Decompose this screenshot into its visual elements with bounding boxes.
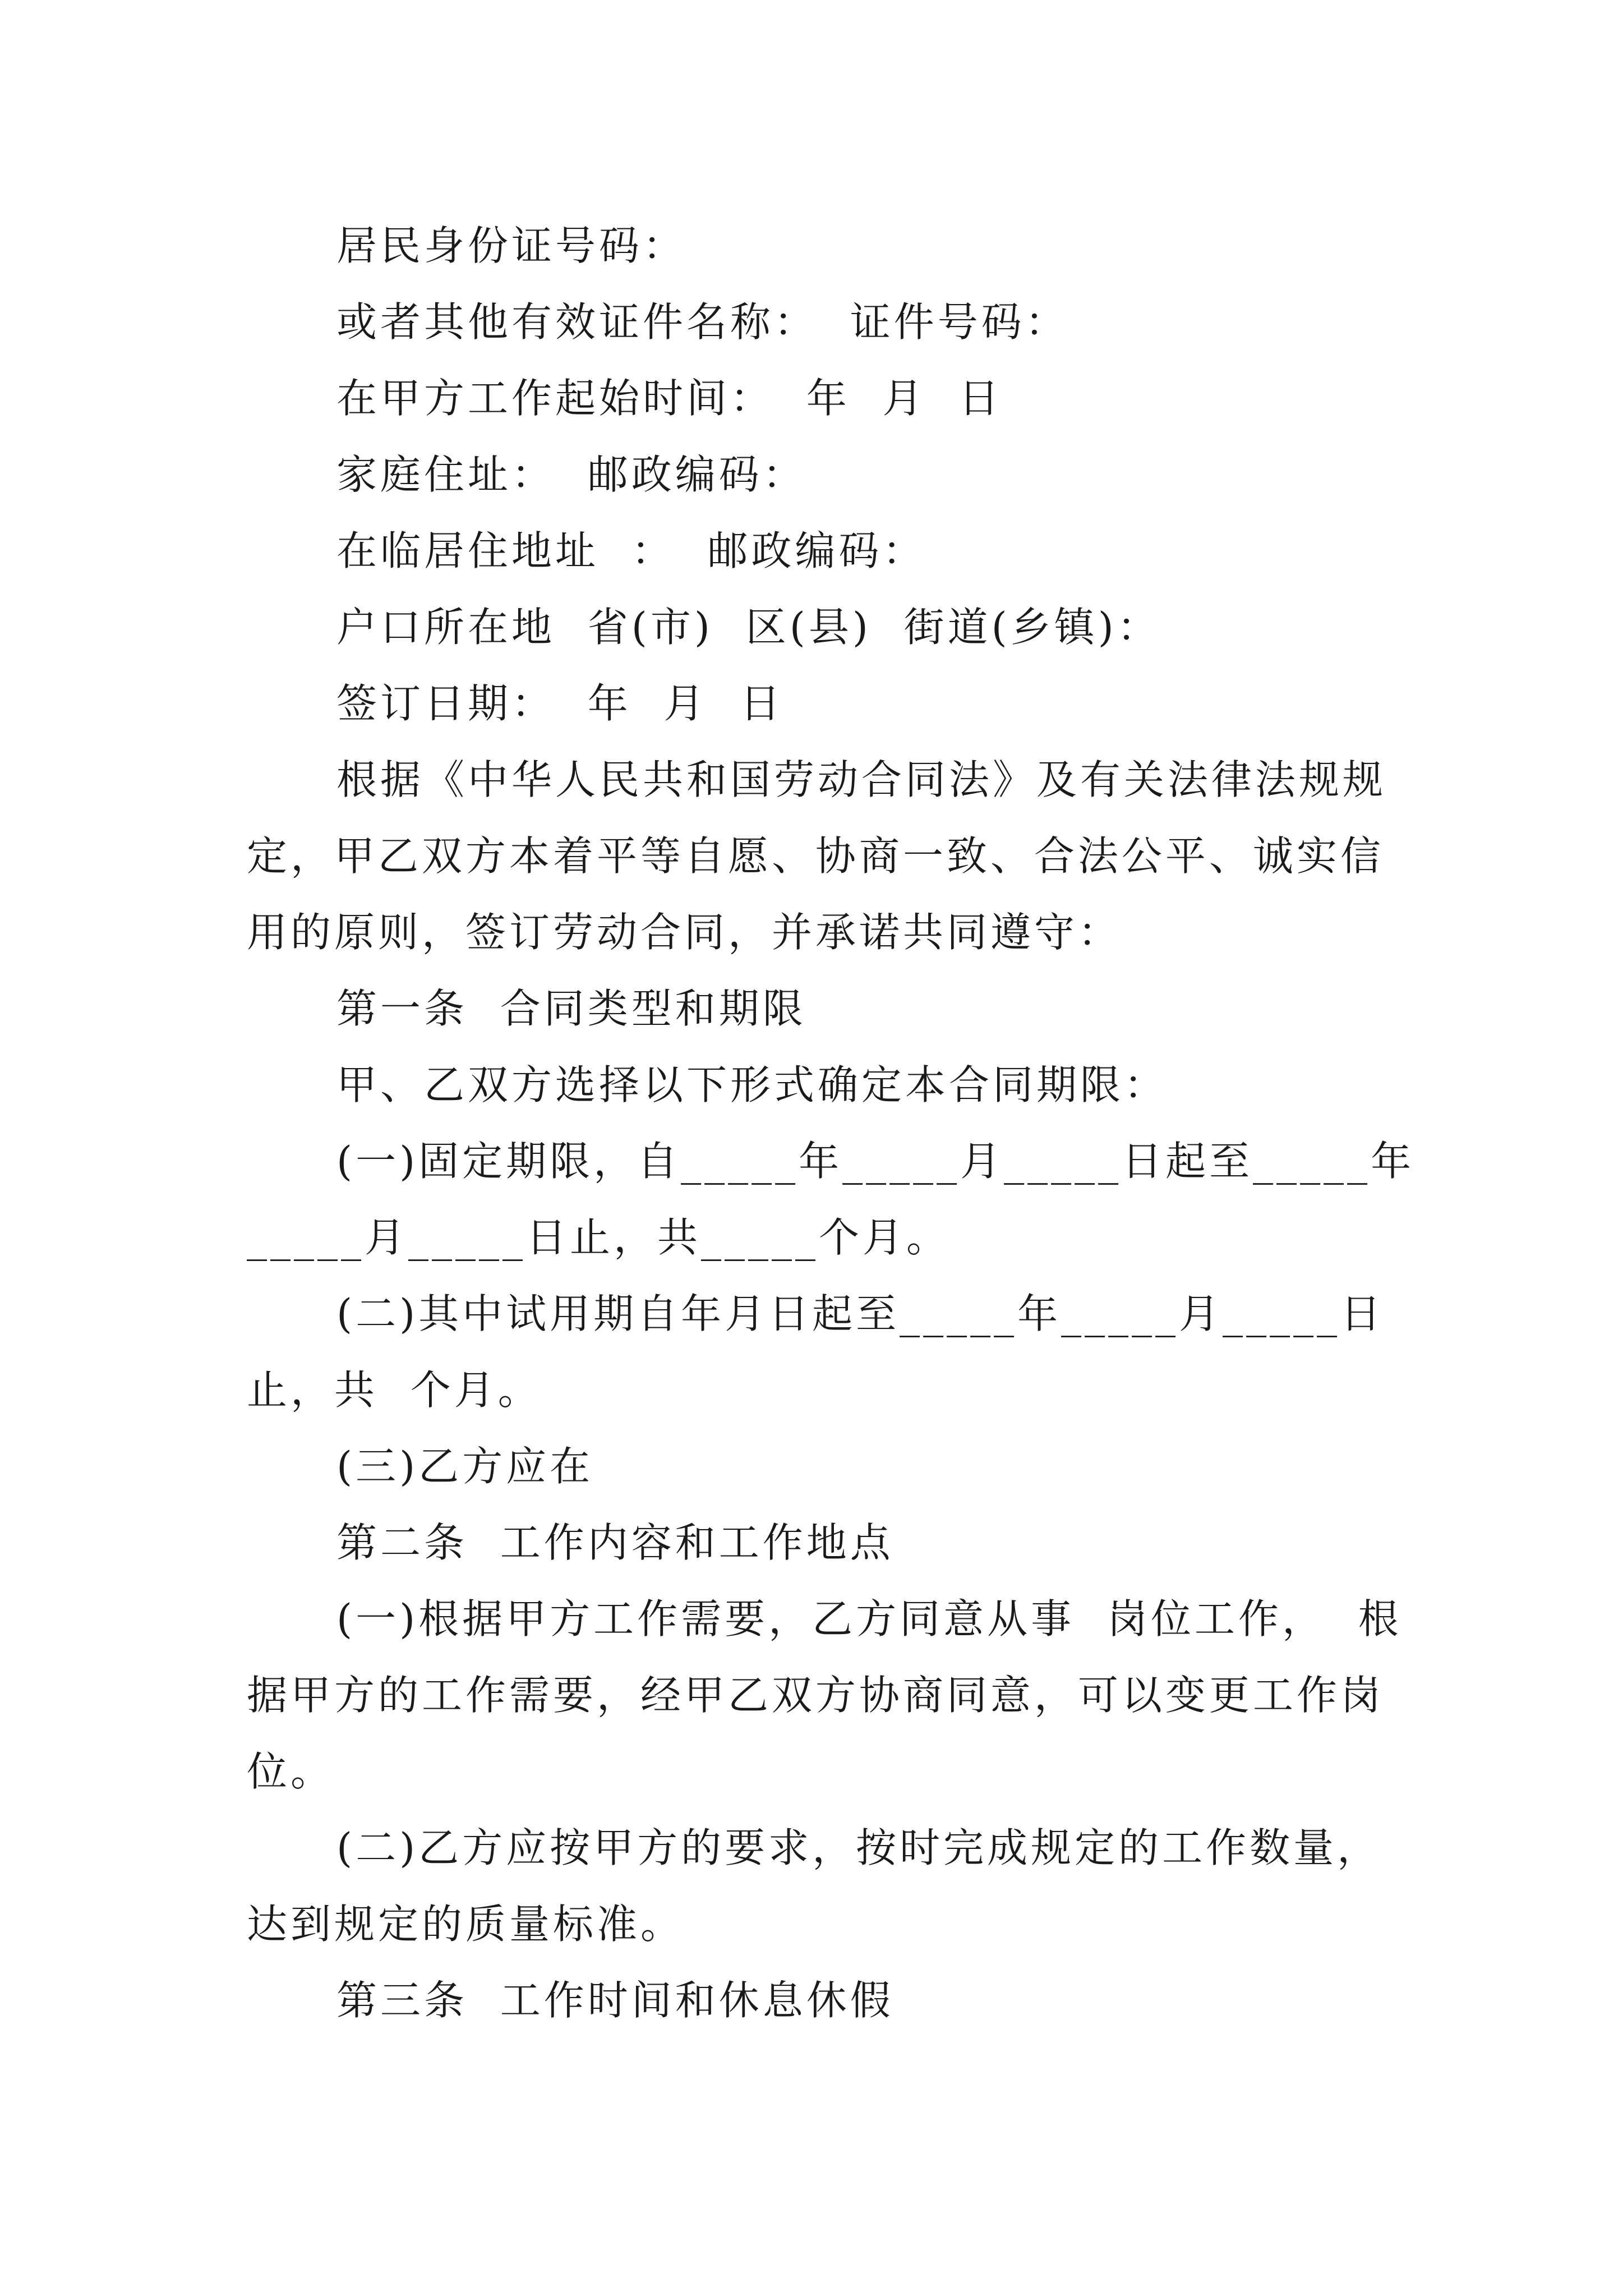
text-line-start-date: 在甲方工作起始时间： 年 月 日: [336, 375, 1003, 422]
article-2-item-2-line-2: 达到规定的质量标准。: [247, 1901, 685, 1948]
article-1-item-2-line-2: 止，共 个月。: [247, 1366, 542, 1414]
text-line-other-id: 或者其他有效证件名称： 证件号码：: [336, 298, 1069, 346]
article-2-item-1-line-2: 据甲方的工作需要，经甲乙双方协商同意，可以变更工作岗: [247, 1672, 1385, 1719]
article-2-heading: 第二条 工作内容和工作地点: [336, 1519, 894, 1566]
paragraph-preamble-line-3: 用的原则，签订劳动合同，并承诺共同遵守：: [247, 909, 1122, 956]
text-line-household-registration: 户口所在地 省(市) 区(县) 街道(乡镇)：: [336, 604, 1161, 651]
text-line-sign-date: 签订日期： 年 月 日: [336, 680, 784, 727]
text-line-home-address: 家庭住址： 邮政编码：: [336, 451, 806, 498]
article-2-item-2-line-1: (二)乙方应按甲方的要求，按时完成规定的工作数量，: [336, 1824, 1381, 1871]
paragraph-preamble-line-2: 定，甲乙双方本着平等自愿、协商一致、合法公平、诚实信: [247, 832, 1385, 880]
text-line-id-number: 居民身份证号码：: [336, 222, 687, 269]
document-body: [247, 208, 1415, 2039]
article-1-heading: 第一条 合同类型和期限: [336, 985, 806, 1032]
article-1-item-2-line-1: (二)其中试用期自年月日起至_____年_____月_____日: [336, 1290, 1385, 1337]
article-2-item-1-line-1: (一)根据甲方工作需要，乙方同意从事 岗位工作， 根: [336, 1595, 1402, 1642]
paragraph-preamble-line-1: 根据《中华人民共和国劳动合同法》及有关法律法规规: [336, 756, 1387, 803]
article-2-item-1-line-3: 位。: [247, 1748, 335, 1795]
article-1-item-1-line-1: (一)固定期限，自_____年_____月_____日起至_____年: [336, 1138, 1415, 1185]
article-1-item-3: (三)乙方应在: [336, 1443, 594, 1490]
article-3-heading: 第三条 工作时间和休息休假: [336, 1977, 894, 2024]
text-line-temp-address: 在临居住地址 ： 邮政编码：: [336, 527, 926, 574]
article-1-intro: 甲、乙双方选择以下形式确定本合同期限：: [336, 1061, 1168, 1108]
article-1-item-1-line-2: _____月_____日止，共_____个月。: [247, 1214, 951, 1261]
